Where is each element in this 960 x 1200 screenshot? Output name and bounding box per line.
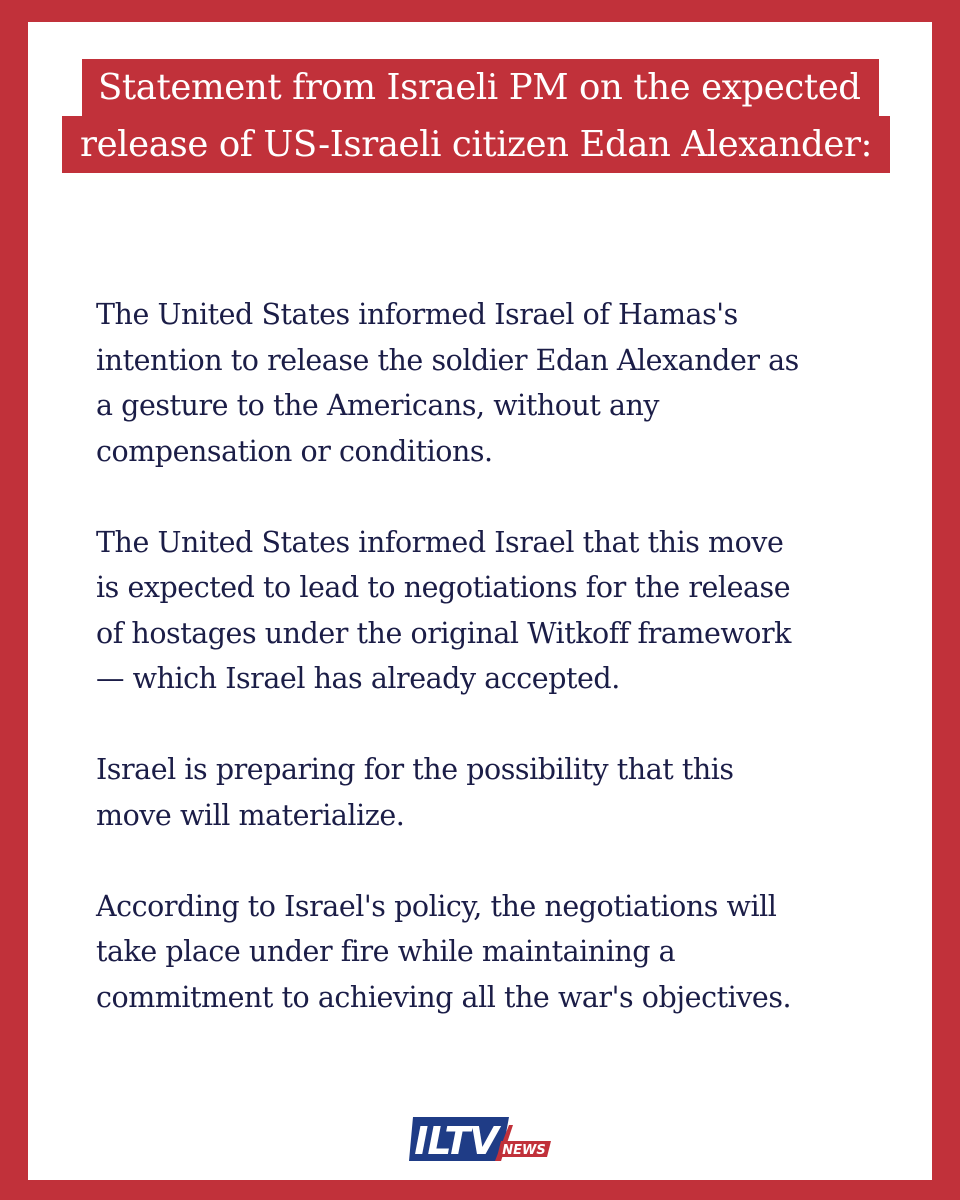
- logo-main-text: ILTV: [414, 1119, 498, 1163]
- paragraph-line: intention to release the soldier Edan Alexander as: [96, 343, 799, 377]
- paragraph-line: of hostages under the original Witkoff framework: [96, 616, 792, 650]
- paragraph-line: move will materialize.: [96, 798, 405, 832]
- headline-line-1: Statement from Israeli PM on the expected: [82, 59, 879, 116]
- paragraph-preparing: [96, 747, 886, 838]
- paragraph-policy: [96, 884, 886, 1021]
- paragraph-line: — which Israel has already accepted.: [96, 662, 620, 695]
- paragraph-line: The United States informed Israel of Hamas's: [96, 298, 738, 331]
- paragraph-line: a gesture to the Americans, without any: [96, 389, 660, 422]
- paragraph-line: According to Israel's policy, the negotiations will: [96, 889, 777, 923]
- paragraph-line: commitment to achieving all the war's objectives.: [96, 980, 792, 1014]
- paragraph-line: compensation or conditions.: [96, 434, 493, 468]
- iltv-news-logo: [409, 1115, 554, 1165]
- paragraph-line: Israel is preparing for the possibility that this: [96, 753, 734, 786]
- logo-news-text: NEWS: [502, 1143, 546, 1158]
- headline-line-2: release of US-Israeli citizen Edan Alexander:: [62, 116, 890, 173]
- statement-body: [96, 292, 886, 1066]
- headline: [62, 59, 898, 173]
- paragraph-line: The United States informed Israel that this move: [96, 525, 784, 559]
- paragraph-line: is expected to lead to negotiations for the release: [96, 571, 791, 604]
- paragraph-negotiations: [96, 520, 886, 702]
- paragraph-us-informed-release: [96, 292, 886, 474]
- paragraph-line: take place under fire while maintaining a: [96, 935, 676, 968]
